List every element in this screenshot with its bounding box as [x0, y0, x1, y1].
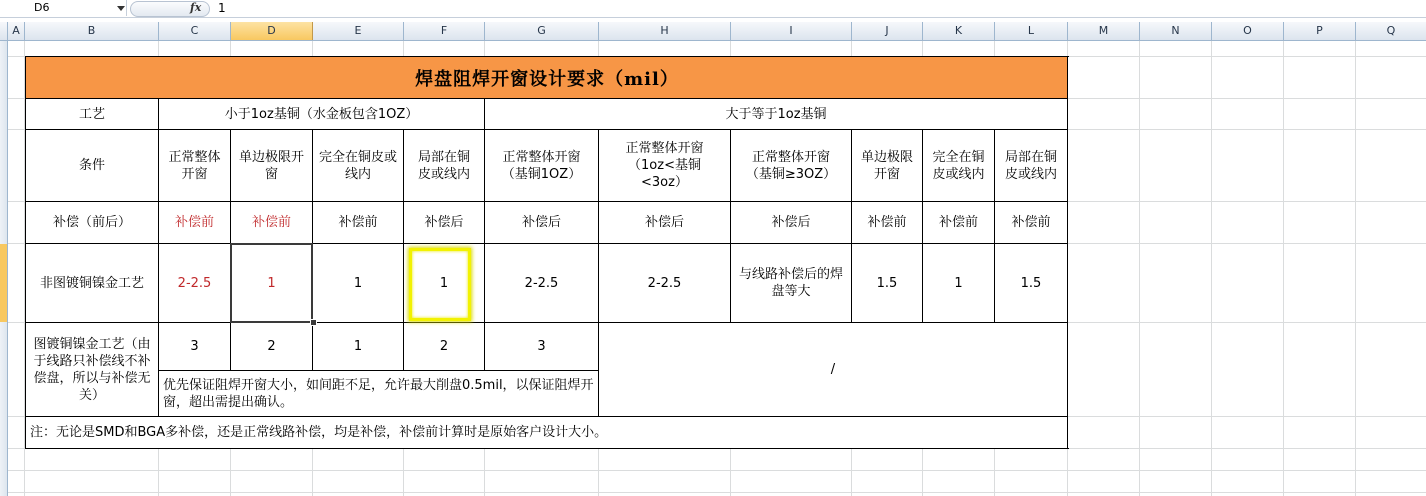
- compensation-cell[interactable]: 补偿后: [599, 202, 730, 243]
- compensation-cell[interactable]: 补偿前: [231, 202, 312, 243]
- name-box[interactable]: D6: [0, 0, 127, 16]
- active-cell-border: [230, 243, 313, 323]
- condition-cell[interactable]: 单边极限开窗: [852, 130, 922, 201]
- column-header-e[interactable]: E: [313, 22, 404, 40]
- condition-cell[interactable]: 正常整体开窗（基铜≥3OZ）: [731, 130, 851, 201]
- compensation-cell[interactable]: 补偿后: [404, 202, 484, 243]
- footnote-cell[interactable]: 注：无论是SMD和BGA多补偿，还是正常线路补偿，均是补偿，补偿前计算时是原始客户设计大小。: [26, 417, 1067, 448]
- compensation-cell[interactable]: 补偿前: [313, 202, 403, 243]
- column-header-p[interactable]: P: [1284, 22, 1356, 40]
- value-cell[interactable]: 2-2.5: [159, 244, 230, 322]
- value-cell[interactable]: 1.5: [852, 244, 922, 322]
- value-cell-selected[interactable]: 1: [231, 244, 312, 322]
- highlight-annotation: [409, 248, 471, 321]
- non-pattern-label-cell[interactable]: 非图镀铜镍金工艺: [26, 244, 158, 322]
- value-cell[interactable]: 2-2.5: [485, 244, 598, 322]
- compensation-cell[interactable]: 补偿后: [485, 202, 598, 243]
- condition-cell[interactable]: 单边极限开窗: [231, 130, 312, 201]
- value-cell[interactable]: 1: [404, 244, 484, 322]
- compensation-cell[interactable]: 补偿前: [852, 202, 922, 243]
- group-small-copper[interactable]: 小于1oz基铜（水金板包含1OZ）: [159, 99, 484, 129]
- pattern-label-cell[interactable]: 图镀铜镍金工艺（由于线路只补偿线不补偿盘，所以与补偿无关）: [26, 323, 158, 416]
- column-header-f[interactable]: F: [404, 22, 485, 40]
- value-cell[interactable]: 1: [923, 244, 994, 322]
- value-cell[interactable]: 2: [404, 323, 484, 370]
- value-cell[interactable]: 与线路补偿后的焊盘等大: [731, 244, 851, 322]
- value-cell[interactable]: 3: [159, 323, 230, 370]
- compensation-cell[interactable]: 补偿前: [159, 202, 230, 243]
- column-header-h[interactable]: H: [599, 22, 731, 40]
- value-cell[interactable]: 1: [313, 244, 403, 322]
- value-cell[interactable]: 2: [231, 323, 312, 370]
- condition-cell[interactable]: 正常整体开窗（1oz<基铜<3oz）: [599, 130, 730, 201]
- condition-cell[interactable]: 局部在铜皮或线内: [995, 130, 1067, 201]
- column-header-c[interactable]: C: [159, 22, 231, 40]
- column-header-i[interactable]: I: [731, 22, 852, 40]
- condition-cell[interactable]: 局部在铜皮或线内: [404, 130, 484, 201]
- compensation-cell[interactable]: 补偿前: [995, 202, 1067, 243]
- value-cell[interactable]: 1.5: [995, 244, 1067, 322]
- column-header-a[interactable]: A: [8, 22, 25, 40]
- value-cell[interactable]: 2-2.5: [599, 244, 730, 322]
- table-title[interactable]: 焊盘阻焊开窗设计要求（mil）: [26, 57, 1068, 99]
- pattern-note-cell[interactable]: 优先保证阻焊开窗大小，如间距不足，允许最大削盘0.5mil，以保证阻焊开窗，超出需提出确认。: [159, 371, 598, 416]
- compensation-label-cell[interactable]: 补偿（前后）: [26, 202, 158, 243]
- column-header-n[interactable]: N: [1140, 22, 1212, 40]
- value-cell[interactable]: 1: [313, 323, 403, 370]
- condition-cell[interactable]: 完全在铜皮或线内: [923, 130, 994, 201]
- select-all-corner[interactable]: [0, 22, 8, 40]
- condition-cell[interactable]: 完全在铜皮或线内: [313, 130, 403, 201]
- name-box-dropdown-icon[interactable]: [117, 6, 125, 11]
- column-header-o[interactable]: O: [1212, 22, 1284, 40]
- formula-input[interactable]: 1: [218, 1, 226, 15]
- column-header-b[interactable]: B: [25, 22, 159, 40]
- value-cell[interactable]: 3: [485, 323, 598, 370]
- condition-cell[interactable]: 正常整体开窗: [159, 130, 230, 201]
- fill-handle[interactable]: [310, 319, 317, 326]
- column-header-k[interactable]: K: [923, 22, 995, 40]
- group-large-copper[interactable]: 大于等于1oz基铜: [485, 99, 1067, 129]
- process-label-cell[interactable]: 工艺: [26, 99, 158, 129]
- column-header-q[interactable]: Q: [1386, 24, 1396, 37]
- column-header-m[interactable]: M: [1068, 22, 1140, 40]
- column-headers: [0, 22, 1426, 41]
- column-header-d[interactable]: D: [231, 22, 313, 40]
- column-header-l[interactable]: L: [995, 22, 1068, 40]
- condition-cell[interactable]: 正常整体开窗（基铜1OZ）: [485, 130, 598, 201]
- compensation-cell[interactable]: 补偿后: [731, 202, 851, 243]
- insert-function-icon[interactable]: fx: [190, 1, 202, 14]
- column-header-j[interactable]: J: [852, 22, 923, 40]
- formula-bar: [0, 0, 1426, 18]
- active-row-indicator: [0, 244, 7, 322]
- pattern-na-cell[interactable]: /: [599, 323, 1067, 416]
- column-header-g[interactable]: G: [485, 22, 599, 40]
- compensation-cell[interactable]: 补偿前: [923, 202, 994, 243]
- condition-label-cell[interactable]: 条件: [26, 130, 158, 201]
